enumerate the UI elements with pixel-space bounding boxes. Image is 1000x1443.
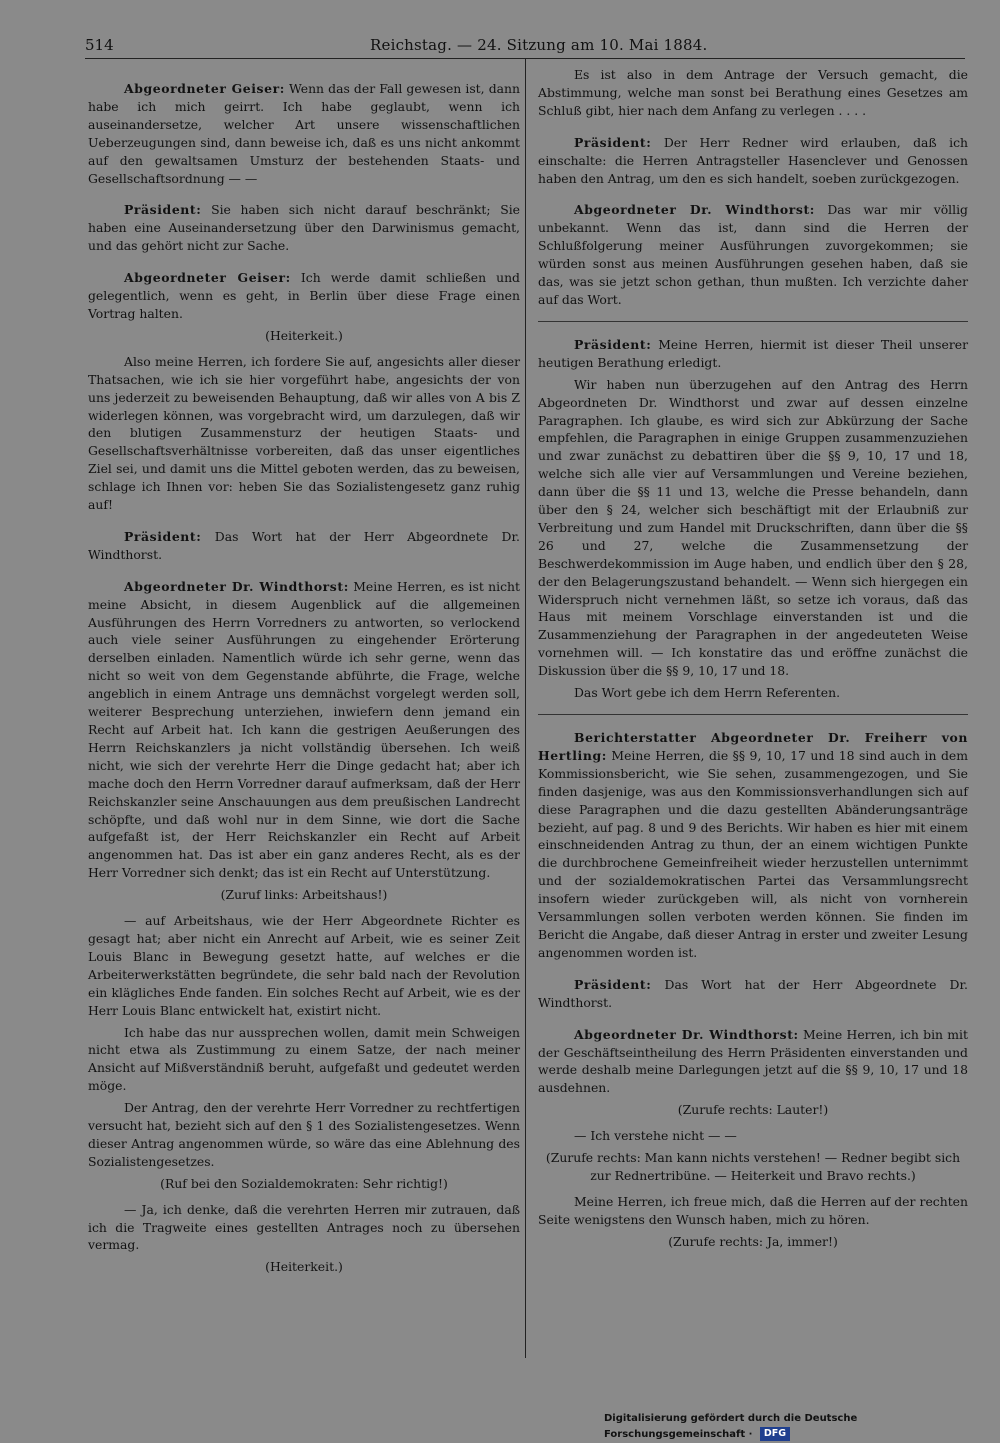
interjection: (Heiterkeit.) bbox=[265, 327, 343, 343]
speech-paragraph bbox=[88, 269, 520, 323]
paragraph-text: Das Wort hat der Herr Abgeordnete Dr. Windthorst. bbox=[538, 976, 968, 1010]
page-header bbox=[85, 34, 965, 56]
speaker-name: Präsident: bbox=[124, 528, 202, 544]
paragraph-text: Meine Herren, die §§ 9, 10, 17 und 18 sind auch in dem Kommissionsbericht, wie Sie sehen, zusammengezogen, und Sie finden dasjenige, was aus den Kommissionsverhandlungen sich auf diese Paragraphen und die dazu gestellten Abänderungsanträge bezieht, auf pag. 8 und 9 des Berichts. Wir haben es hier mit einem einschneidenden Antrag zu thun, der an einem wichtigen Punkte die durchbrochene Gemeinfreiheit wieder herzustellen unternimmt und der sozialdemokratischen Partei das Versammlungsrecht insofern wieder zurückgeben will, als nicht von vornherein Versammlungen sollen verboten werden können. Sie finden im Bericht die Angabe, daß dieser Antrag in erster und zweiter Lesung angenommen worden ist. bbox=[538, 747, 968, 960]
interjection: (Zurufe rechts: Ja, immer!) bbox=[668, 1233, 838, 1249]
footer-text: Digitalisierung gefördert durch die Deutsche Forschungsgemeinschaft · bbox=[604, 1413, 858, 1440]
page-title: Reichstag. — 24. Sitzung am 10. Mai 1884. bbox=[370, 36, 708, 54]
interjection: (Heiterkeit.) bbox=[265, 1259, 343, 1275]
speech-paragraph bbox=[538, 1026, 968, 1098]
speaker-name: Abgeordneter Geiser: bbox=[124, 81, 285, 96]
footer-credit bbox=[604, 1411, 1000, 1440]
paragraph-text: Das war mir völlig unbekannt. Wenn das ist, dann sind die Herren der Schlußfolgerung meiner Ausführungen zuvorgekommen; sie würden sonst aus meinen Ausführungen gesehen haben, daß sie das, was sie jetzt schon gethan, thun mußten. Ich verzichte daher auf das Wort. bbox=[538, 202, 968, 307]
speaker-name: Abgeordneter Dr. Windthorst: bbox=[574, 1026, 799, 1042]
paragraph-text: Sie haben sich nicht darauf beschränkt; Sie haben eine Auseinandersetzung über den Darwinismus gemacht, und das gehört nicht zur Sache. bbox=[88, 202, 520, 254]
paragraph-text: Ich habe das nur aussprechen wollen, damit mein Schweigen nicht etwa als Zustimmung zu einem Satze, der nach meiner Ansicht auf Mißverständniß beruht, aufgefaßt und gedeutet werden möge. bbox=[88, 1024, 520, 1094]
paragraph-text: — Ja, ich denke, daß die verehrten Herren mir zutrauen, daß ich die Tragweite eines gestellten Antrages noch zu übersehen vermag. bbox=[88, 1201, 520, 1253]
speaker-name: Präsident: bbox=[574, 976, 652, 992]
paragraph bbox=[538, 684, 968, 702]
paragraph bbox=[538, 376, 968, 680]
paragraph-text: Meine Herren, ich freue mich, daß die Herren auf der rechten Seite wenigstens den Wunsch haben, mich zu hören. bbox=[538, 1193, 968, 1227]
paragraph bbox=[538, 1127, 968, 1145]
paragraph bbox=[88, 1099, 520, 1171]
paragraph-text: Also meine Herren, ich fordere Sie auf, angesichts aller dieser Thatsachen, wie ich sie hier vorgeführt habe, angesichts der von uns jederzeit zu beweisenden Behauptung, daß wir alles von A bis Z widerlegen können, was vorgebracht wird, um darzulegen, daß wir den blutigen Zusammensturz der heutigen Staats- und Gesellschaftsverhältnisse vorbereiten, daß das unser eigentliches Ziel sei, und damit uns die Mittel geboten werden, das zu beweisen, schlage ich Ihnen vor: heben Sie das Sozialistengesetz ganz ruhig auf! bbox=[88, 353, 520, 513]
interjection: (Ruf bei den Sozialdemokraten: Sehr richtig!) bbox=[160, 1175, 448, 1191]
speaker-name: Präsident: bbox=[574, 336, 652, 352]
section-divider bbox=[538, 321, 968, 322]
paragraph-text: Meine Herren, hiermit ist dieser Theil unserer heutigen Berathung erledigt. bbox=[538, 336, 968, 370]
speaker-name: Präsident: bbox=[124, 202, 202, 218]
speaker-name: Abgeordneter Dr. Windthorst: bbox=[124, 578, 349, 594]
left-column bbox=[88, 66, 520, 1284]
speech-paragraph bbox=[538, 336, 968, 372]
paragraph bbox=[88, 912, 520, 1019]
paragraph bbox=[88, 1201, 520, 1255]
paragraph-text: Meine Herren, es ist nicht meine Absicht, in diesem Augenblick auf die allgemeinen Ausführungen des Herrn Vorredners zu antworten, so verlockend auch viele seiner Ausführungen zu eingehender Erörterung derselben einladen. Namentlich würde ich sehr gerne, wenn das nicht so weit von dem Gegenstande abführte, die Frage, welche angeblich in einem Antrage uns demnächst vorgelegt werden soll, weiterer Besprechung unterziehen, inwiefern denn jemand ein Recht auf Arbeit hat. Ich kann die gestrigen Aeußerungen des Herrn Reichskanzlers ja nicht vollständig übersehen. Ich weiß nicht, wie sich der verehrte Herr die Dinge gedacht hat; aber ich mache doch den Herrn Vorredner darauf aufmerksam, daß der Herr Reichskanzler seine Anschauungen aus dem preußischen Landrecht schöpfte, und daß wohl nur in dem Sinne, wie dort die Sache aufgefaßt ist, der Herr Reichskanzler ein Recht auf Arbeit angenommen hat. Das ist aber ein ganz anderes Recht, als es der Herr Vorredner sich denkt; das ist ein Recht auf Unterstützung. bbox=[88, 578, 521, 881]
interjection: (Zurufe rechts: Man kann nichts verstehen! — Redner begibt sich zur Rednertribüne. — Heiterkeit und Bravo rechts.) bbox=[545, 1150, 961, 1183]
paragraph-text: — auf Arbeitshaus, wie der Herr Abgeordnete Richter es gesagt hat; aber nicht ein Anrecht auf Arbeit, wie es seiner Zeit Louis Blanc in Bewegung gesetzt hatte, auf welches er die Arbeiterwerkstätten begründete, die sehr bald nach der Revolution ein klägliches Ende fanden. Ein solches Recht auf Arbeit, wie es der Herr Louis Blanc entwickelt hat, existirt nicht. bbox=[88, 913, 520, 1018]
speech-paragraph bbox=[538, 134, 968, 188]
right-column bbox=[538, 66, 968, 1259]
speech-paragraph bbox=[88, 578, 520, 882]
paragraph-text: Das Wort gebe ich dem Herrn Referenten. bbox=[574, 685, 841, 701]
paragraph bbox=[88, 1024, 520, 1096]
speech-paragraph bbox=[538, 976, 968, 1012]
paragraph bbox=[538, 1193, 968, 1229]
column-divider bbox=[525, 58, 526, 1358]
speaker-name: Berichterstatter Abgeordneter Dr. Freiherr von Hertling: bbox=[538, 730, 968, 763]
paragraph-text: Ich werde damit schließen und gelegentlich, wenn es geht, in Berlin über diese Frage einen Vortrag halten. bbox=[88, 270, 520, 321]
speech-paragraph bbox=[538, 729, 968, 962]
speech-paragraph bbox=[88, 201, 520, 255]
dfg-logo: DFG bbox=[760, 1427, 790, 1441]
speaker-name: Abgeordneter Geiser: bbox=[124, 270, 291, 286]
interjection: (Zurufe rechts: Lauter!) bbox=[677, 1102, 829, 1118]
page-number: 514 bbox=[85, 36, 114, 54]
paragraph-text: Wenn das der Fall gewesen ist, dann habe ich mich geirrt. Ich habe geglaubt, wenn ich auseinandersetze, welcher Art unsere wissenschaftlichen Ueberzeugungen sind, dann beweise ich, daß es uns nicht ankommt auf den gewaltsamen Umsturz der bestehenden Staats- und Gesellschaftsordnung — — bbox=[88, 81, 520, 186]
paragraph-text: — Ich verstehe nicht — — bbox=[574, 1128, 737, 1144]
paragraph-text: Das Wort hat der Herr Abgeordnete Dr. Windthorst. bbox=[88, 528, 520, 562]
speaker-name: Präsident: bbox=[574, 134, 652, 150]
paragraph-text: Der Antrag, den der verehrte Herr Vorredner zu rechtfertigen versucht hat, bezieht sich auf den § 1 des Sozialistengesetzes. Wenn dieser Antrag angenommen würde, so wäre das eine Ablehnung des Sozialistengesetzes. bbox=[88, 1100, 520, 1169]
speech-paragraph bbox=[88, 80, 520, 187]
paragraph-text: Meine Herren, ich bin mit der Geschäftseintheilung des Herrn Präsidenten einverstanden und werde deshalb meine Darlegungen jetzt auf die §§ 9, 10, 17 und 18 ausdehnen. bbox=[538, 1026, 968, 1096]
section-divider bbox=[538, 714, 968, 715]
speech-paragraph bbox=[538, 201, 968, 308]
paragraph bbox=[88, 353, 520, 514]
speaker-name: Abgeordneter Dr. Windthorst: bbox=[574, 202, 815, 218]
paragraph bbox=[538, 66, 968, 120]
paragraph-text: Es ist also in dem Antrage der Versuch gemacht, die Abstimmung, welche man sonst bei Berathung eines Gesetzes am Schluß gibt, hier nach dem Anfang zu verlegen . . . . bbox=[538, 67, 968, 118]
paragraph-text: Wir haben nun überzugehen auf den Antrag des Herrn Abgeordneten Dr. Windthorst und zwar auf dessen einzelne Paragraphen. Ich glaube, es wird sich zur Abkürzung der Sache empfehlen, die Paragraphen in einige Gruppen zusammenzuziehen und zwar zunächst zu debattiren über die §§ 9, 10, 17 und 18, welche sich alle vier auf Versammlungen und Vereine beziehen, dann über die §§ 11 und 13, welche die Presse behandeln, dann über den § 24, welcher sich beschäftigt mit der Erlaubniß zur Verbreitung und zum Handel mit Druckschriften, dann über die §§ 26 und 27, welche die Zusammensetzung der Beschwerdekommission im Auge haben, und endlich über den § 28, der den Belagerungszustand behandelt. — Wenn sich hiergegen ein Widerspruch nicht vernehmen läßt, so setze ich voraus, daß das Haus mit meinem Vorschlage einverstanden ist und die Zusammenziehung der Paragraphen in der angedeuteten Weise vornehmen will. — Ich konstatire das und eröffne zunächst die Diskussion über die §§ 9, 10, 17 und 18. bbox=[538, 376, 968, 679]
speech-paragraph bbox=[88, 528, 520, 564]
interjection: (Zuruf links: Arbeitshaus!) bbox=[220, 887, 388, 903]
paragraph-text: Der Herr Redner wird erlauben, daß ich einschalte: die Herren Antragsteller Hasenclever und Genossen haben den Antrag, um den es sich handelt, soeben zurückgezogen. bbox=[538, 134, 968, 186]
